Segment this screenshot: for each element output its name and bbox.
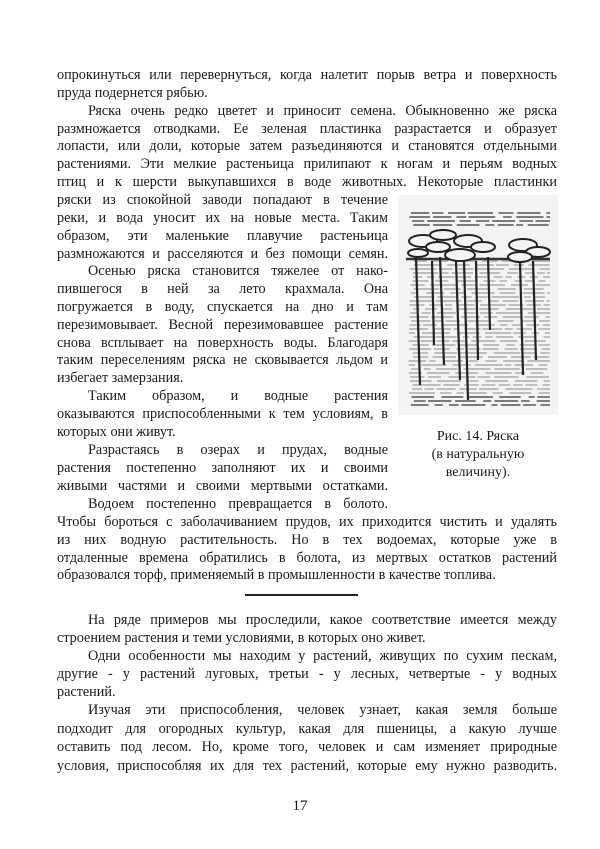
text-line: Осенью ряска становится тяжелее от нако- xyxy=(88,263,388,279)
text-line: ряски из спокойной заводи попадают в течение xyxy=(57,192,388,208)
text-line: снова всплывает на поверхность воды. Благодаря xyxy=(57,335,388,351)
text-line: реки, и вода уносит их на новые места. Таким xyxy=(57,210,388,226)
text-line: таким переселениям ряска не сковывается льдом и xyxy=(57,352,388,368)
text-line: растения постепенно заполняют их и своими xyxy=(57,460,388,476)
text-line: лопасти, или доли, которые затем разъединяются и становятся отдельными xyxy=(57,138,557,154)
figure-caption-line: величину). xyxy=(445,465,511,480)
text-line: Одни особенности мы находим у растений, живущих по сухим пескам, xyxy=(88,648,557,664)
text-line: погружается в воду, спускается на дно и там xyxy=(57,299,388,315)
text-line: пившегося в ней за лето крахмала. Она xyxy=(57,281,388,297)
text-line: На ряде примеров мы проследили, какое соответствие имеется между xyxy=(88,612,557,628)
text-line: оставить под лесом. Но, кроме того, человек и сам изменяет природные xyxy=(57,739,557,755)
text-line: Таким образом, и водные растения xyxy=(88,388,388,404)
text-line: из них водную растительность. Но в тех водоемах, которые уже в xyxy=(57,532,557,548)
text-line: Разрастаясь в озерах и прудах, водные xyxy=(88,442,388,458)
text-line: размножаются и расселяются и без помощи семян. xyxy=(57,246,388,262)
text-line: птиц и к шерсти выкупавшихся в воде животных. Некоторые пластинки xyxy=(57,174,557,190)
page-number: 17 xyxy=(292,798,308,814)
text-line: растениями. Эти мелкие растеньица прилипают к ногам и перьям водных xyxy=(57,156,557,172)
text-line: растений. xyxy=(57,684,116,700)
text-line: оказываются приспособленными к тем условиям, в xyxy=(57,406,388,422)
section-divider xyxy=(245,594,358,596)
text-line: Водоем постепенно превращается в болото. xyxy=(88,496,388,512)
text-line: Изучая эти приспособления, человек узнает, какая земля больше xyxy=(88,702,557,718)
figure-caption-line: (в натуральную xyxy=(431,447,525,462)
text-line: перезимовывает. Весной перезимовавшее растение xyxy=(57,317,388,333)
text-line: образовался торф, применяемый в промышленности в качестве топлива. xyxy=(57,567,496,583)
text-line: Ряска очень редко цветет и приносит семена. Обыкновенно же ряска xyxy=(88,103,557,119)
text-line: которых они живут. xyxy=(57,424,176,440)
duckweed-illustration xyxy=(398,195,558,415)
text-line: отдаленные времена обратились в болота, из мертвых остатков растений xyxy=(57,550,557,566)
text-line: подходит для огородных культур, какая для пшеницы, а какую лучше xyxy=(57,721,557,737)
text-line: образом, эти маленькие плавучие растеньица xyxy=(57,228,388,244)
text-line: опрокинуться или перевернуться, когда налетит порыв ветра и поверхность xyxy=(57,67,557,83)
text-line: пруда подернется рябью. xyxy=(57,85,208,101)
figure-caption-line: Рис. 14. Ряска xyxy=(436,429,520,444)
text-line: условия, приспособляя их для тех растений, которые ему нужно разводить. xyxy=(57,758,557,774)
text-line: Чтобы бороться с заболачиванием прудов, их приходится чистить и удалять xyxy=(57,514,557,530)
text-line: другие - у растений луговых, третьи - у лесных, четвертые - у водных xyxy=(57,666,557,682)
text-line: размножается отводками. Ее зеленая пластинка разрастается и образует xyxy=(57,121,557,137)
text-line: живыми частями и своими мертвыми остатками. xyxy=(57,478,388,494)
text-line: строением растения и теми условиями, в которых оно живет. xyxy=(57,630,426,646)
text-line: избегает замерзания. xyxy=(57,370,184,386)
